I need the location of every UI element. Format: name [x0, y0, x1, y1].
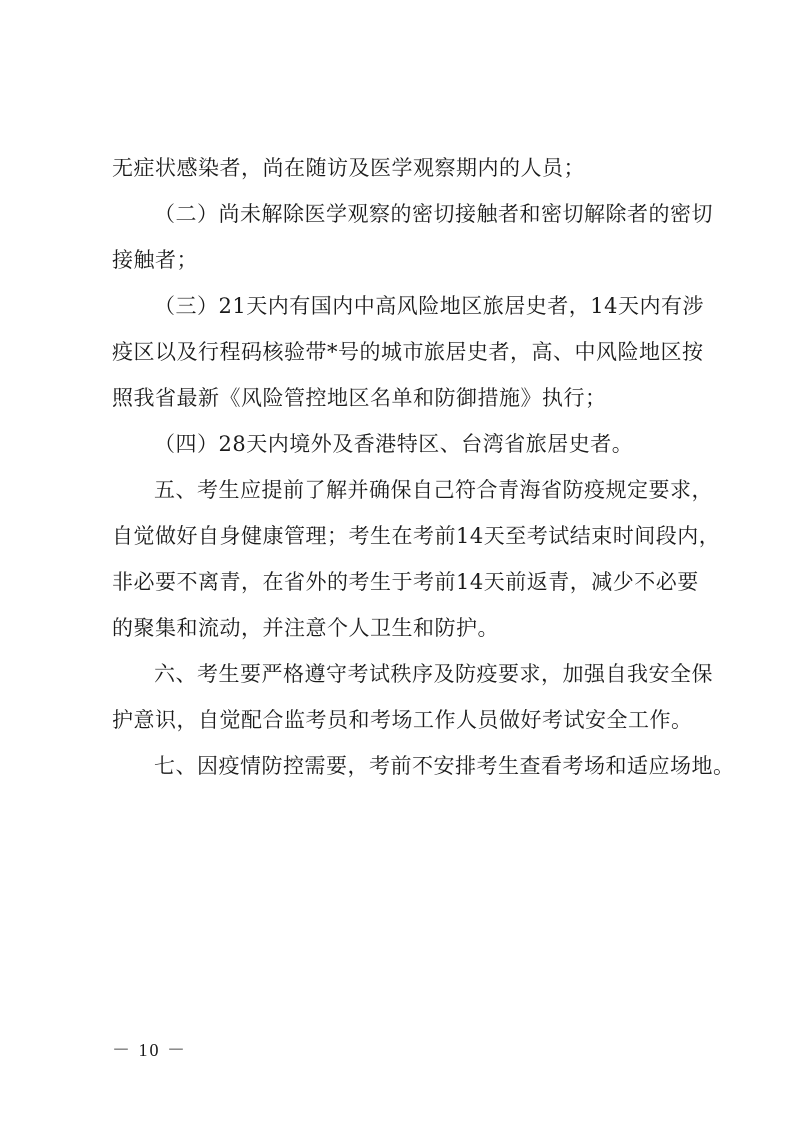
body-text-line: （三）21天内有国内中高风险地区旅居史者，14天内有涉 — [154, 294, 704, 318]
body-text-line: 的聚集和流动，并注意个人卫生和防护。 — [112, 616, 499, 640]
body-text-line: 无症状感染者，尚在随访及医学观察期内的人员； — [112, 156, 585, 180]
body-text-line: 七、因疫情防控需要，考前不安排考生查看考场和适应场地。 — [154, 754, 735, 778]
body-text-line: 非必要不离青，在省外的考生于考前14天前返青，减少不必要 — [112, 570, 699, 594]
body-text-line: 疫区以及行程码核验带*号的城市旅居史者，高、中风险地区按 — [112, 340, 704, 364]
body-text-line: 六、考生要严格遵守考试秩序及防疫要求，加强自我安全保 — [154, 662, 713, 686]
body-text-line: （四）28天内境外及香港特区、台湾省旅居史者。 — [154, 432, 634, 456]
body-text-line: 自觉做好自身健康管理；考生在考前14天至考试结束时间段内， — [112, 524, 721, 548]
body-text-line: 五、考生应提前了解并确保自己符合青海省防疫规定要求， — [154, 478, 713, 502]
body-text-line: 接触者； — [112, 248, 198, 272]
body-text-line: （二）尚未解除医学观察的密切接触者和密切解除者的密切 — [154, 202, 713, 226]
body-text-line: 护意识，自觉配合监考员和考场工作人员做好考试安全工作。 — [112, 708, 693, 732]
page-number: － 10 － — [112, 1040, 187, 1060]
body-text-line: 照我省最新《风险管控地区名单和防御措施》执行； — [112, 386, 607, 410]
